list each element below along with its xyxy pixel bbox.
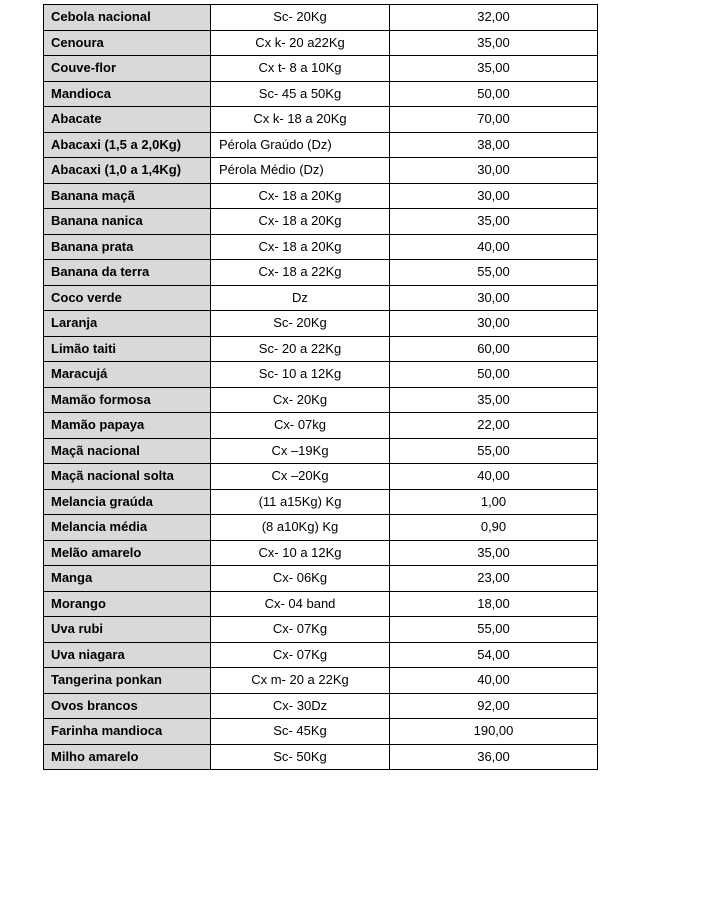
unit-cell: Pérola Graúdo (Dz) (211, 132, 390, 158)
price-cell: 190,00 (390, 719, 598, 745)
table-row (44, 5, 598, 31)
price-cell: 18,00 (390, 591, 598, 617)
product-name-cell: Manga (44, 566, 211, 592)
price-table-body (44, 5, 598, 770)
table-row (44, 158, 598, 184)
unit-cell: Cx- 18 a 20Kg (211, 183, 390, 209)
table-row (44, 285, 598, 311)
price-cell: 55,00 (390, 438, 598, 464)
table-row (44, 719, 598, 745)
price-cell: 60,00 (390, 336, 598, 362)
unit-cell: Cx- 18 a 20Kg (211, 209, 390, 235)
unit-cell: Cx k- 20 a22Kg (211, 30, 390, 56)
product-name-cell: Farinha mandioca (44, 719, 211, 745)
price-cell: 23,00 (390, 566, 598, 592)
table-row (44, 30, 598, 56)
product-name-cell: Abacaxi (1,5 a 2,0Kg) (44, 132, 211, 158)
table-row (44, 132, 598, 158)
unit-cell: Sc- 45 a 50Kg (211, 81, 390, 107)
table-row (44, 566, 598, 592)
product-name-cell: Banana nanica (44, 209, 211, 235)
unit-cell: Cx- 30Dz (211, 693, 390, 719)
table-row (44, 234, 598, 260)
price-cell: 50,00 (390, 81, 598, 107)
unit-cell: Cx- 07Kg (211, 642, 390, 668)
price-cell: 35,00 (390, 30, 598, 56)
unit-cell: Sc- 20Kg (211, 311, 390, 337)
product-name-cell: Mamão papaya (44, 413, 211, 439)
product-name-cell: Uva niagara (44, 642, 211, 668)
table-row (44, 209, 598, 235)
price-cell: 54,00 (390, 642, 598, 668)
price-cell: 36,00 (390, 744, 598, 770)
table-row (44, 438, 598, 464)
product-name-cell: Abacate (44, 107, 211, 133)
unit-cell: Cx –20Kg (211, 464, 390, 490)
price-cell: 35,00 (390, 387, 598, 413)
table-row (44, 107, 598, 133)
table-row (44, 362, 598, 388)
product-name-cell: Uva rubi (44, 617, 211, 643)
product-name-cell: Tangerina ponkan (44, 668, 211, 694)
unit-cell: (8 a10Kg) Kg (211, 515, 390, 541)
table-row (44, 744, 598, 770)
unit-cell: Sc- 20 a 22Kg (211, 336, 390, 362)
table-row (44, 260, 598, 286)
table-row (44, 387, 598, 413)
product-name-cell: Cebola nacional (44, 5, 211, 31)
table-row (44, 183, 598, 209)
table-row (44, 489, 598, 515)
unit-cell: Cx- 10 a 12Kg (211, 540, 390, 566)
table-row (44, 515, 598, 541)
price-cell: 30,00 (390, 158, 598, 184)
unit-cell: Cx- 18 a 20Kg (211, 234, 390, 260)
product-name-cell: Morango (44, 591, 211, 617)
price-cell: 50,00 (390, 362, 598, 388)
unit-cell: Cx –19Kg (211, 438, 390, 464)
unit-cell: Pérola Médio (Dz) (211, 158, 390, 184)
price-cell: 40,00 (390, 234, 598, 260)
table-row (44, 464, 598, 490)
product-name-cell: Milho amarelo (44, 744, 211, 770)
price-cell: 55,00 (390, 260, 598, 286)
price-cell: 22,00 (390, 413, 598, 439)
price-cell: 30,00 (390, 285, 598, 311)
table-row (44, 617, 598, 643)
price-cell: 30,00 (390, 311, 598, 337)
table-row (44, 311, 598, 337)
unit-cell: Dz (211, 285, 390, 311)
price-cell: 55,00 (390, 617, 598, 643)
price-cell: 35,00 (390, 540, 598, 566)
unit-cell: Cx- 06Kg (211, 566, 390, 592)
unit-cell: Cx t- 8 a 10Kg (211, 56, 390, 82)
product-name-cell: Melão amarelo (44, 540, 211, 566)
table-row (44, 693, 598, 719)
unit-cell: Sc- 45Kg (211, 719, 390, 745)
table-row (44, 591, 598, 617)
price-cell: 92,00 (390, 693, 598, 719)
price-cell: 1,00 (390, 489, 598, 515)
unit-cell: Cx- 18 a 22Kg (211, 260, 390, 286)
product-name-cell: Laranja (44, 311, 211, 337)
product-name-cell: Coco verde (44, 285, 211, 311)
unit-cell: Cx- 07kg (211, 413, 390, 439)
unit-cell: Sc- 20Kg (211, 5, 390, 31)
unit-cell: Cx- 04 band (211, 591, 390, 617)
unit-cell: Cx k- 18 a 20Kg (211, 107, 390, 133)
table-row (44, 642, 598, 668)
price-cell: 40,00 (390, 668, 598, 694)
unit-cell: Cx m- 20 a 22Kg (211, 668, 390, 694)
price-table (43, 4, 598, 770)
price-sheet (43, 4, 590, 770)
table-row (44, 540, 598, 566)
price-cell: 32,00 (390, 5, 598, 31)
unit-cell: Cx- 20Kg (211, 387, 390, 413)
price-cell: 35,00 (390, 209, 598, 235)
price-cell: 70,00 (390, 107, 598, 133)
price-cell: 30,00 (390, 183, 598, 209)
table-row (44, 413, 598, 439)
price-cell: 0,90 (390, 515, 598, 541)
unit-cell: Sc- 50Kg (211, 744, 390, 770)
product-name-cell: Cenoura (44, 30, 211, 56)
product-name-cell: Banana prata (44, 234, 211, 260)
table-row (44, 56, 598, 82)
unit-cell: Cx- 07Kg (211, 617, 390, 643)
product-name-cell: Mamão formosa (44, 387, 211, 413)
price-cell: 38,00 (390, 132, 598, 158)
product-name-cell: Melancia média (44, 515, 211, 541)
product-name-cell: Melancia graúda (44, 489, 211, 515)
unit-cell: (11 a15Kg) Kg (211, 489, 390, 515)
product-name-cell: Maçã nacional (44, 438, 211, 464)
unit-cell: Sc- 10 a 12Kg (211, 362, 390, 388)
table-row (44, 336, 598, 362)
price-cell: 35,00 (390, 56, 598, 82)
price-cell: 40,00 (390, 464, 598, 490)
product-name-cell: Banana maçã (44, 183, 211, 209)
product-name-cell: Couve-flor (44, 56, 211, 82)
product-name-cell: Ovos brancos (44, 693, 211, 719)
product-name-cell: Maracujá (44, 362, 211, 388)
product-name-cell: Mandioca (44, 81, 211, 107)
product-name-cell: Maçã nacional solta (44, 464, 211, 490)
table-row (44, 668, 598, 694)
product-name-cell: Abacaxi (1,0 a 1,4Kg) (44, 158, 211, 184)
product-name-cell: Banana da terra (44, 260, 211, 286)
table-row (44, 81, 598, 107)
product-name-cell: Limão taiti (44, 336, 211, 362)
